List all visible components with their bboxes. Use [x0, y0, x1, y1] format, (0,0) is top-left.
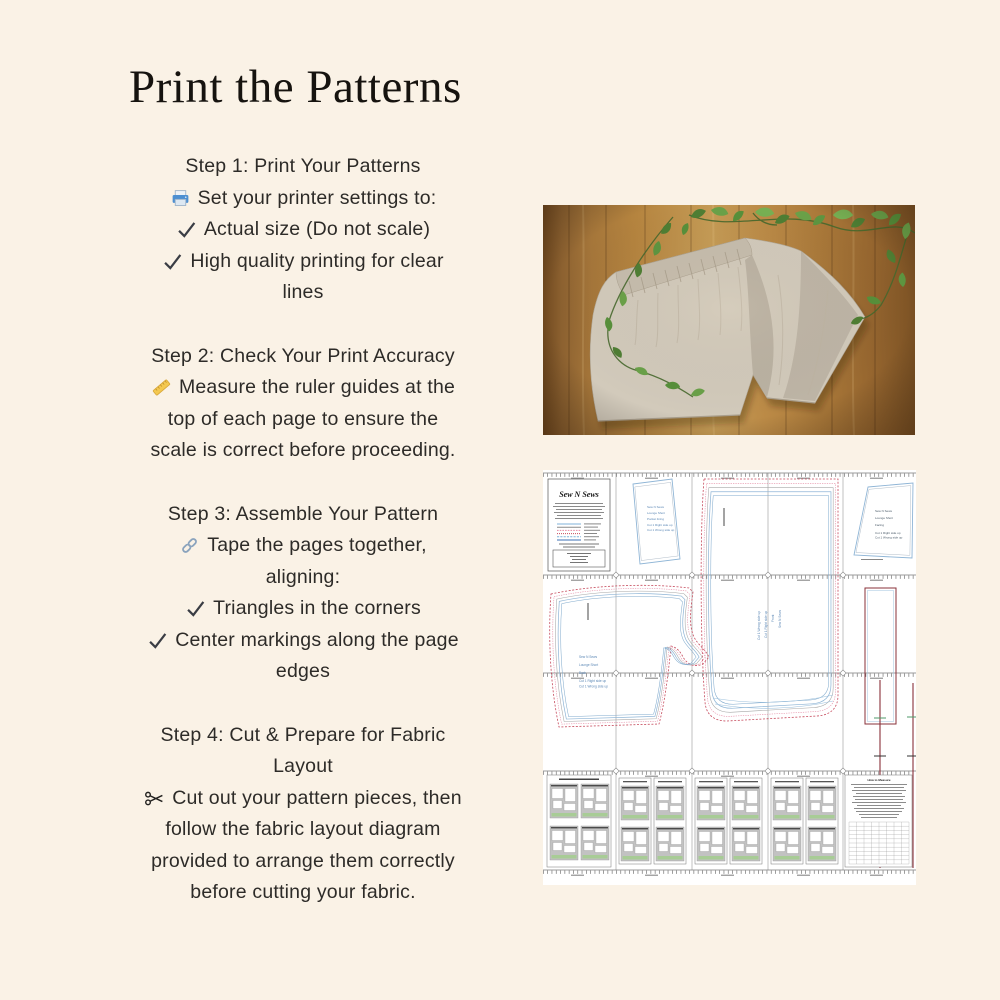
step-line [70, 562, 536, 594]
printer-icon [170, 188, 191, 209]
step-block-2 [70, 341, 536, 467]
step-block-3 [70, 499, 536, 688]
step-line [70, 656, 536, 688]
brand-logo-text: Sew N Sews [559, 490, 599, 499]
pattern-title-block [548, 479, 610, 571]
step-line [70, 341, 536, 373]
piece-label: Sew N Sews [647, 505, 665, 509]
check-icon [162, 251, 183, 272]
step-line-text: before cutting your fabric. [190, 881, 416, 903]
shorts-photo [543, 205, 915, 435]
step-line-text: Tape the pages together, [207, 534, 427, 556]
piece-label: Front [771, 614, 775, 622]
step-line-text: Actual size (Do not scale) [203, 218, 431, 240]
step-line [70, 151, 536, 183]
piece-label: Sew N Sews [875, 509, 893, 513]
step-line-text: Center markings along the page [175, 628, 459, 651]
step-line-text: High quality printing for clear [190, 249, 444, 272]
step-line-text: lines [282, 281, 324, 303]
pattern-sheet-image [543, 470, 916, 885]
step-line-text: Step 4: Cut & Prepare for Fabric [160, 723, 446, 746]
step-line-text: Step 1: Print Your Patterns [185, 155, 421, 177]
photo-vignette [543, 205, 915, 435]
step-line-text: Step 3: Assemble Your Pattern [167, 502, 439, 525]
piece-label: Lounge Short [647, 511, 666, 515]
step-line-text: edges [275, 660, 331, 682]
step-line-text: Measure the ruler guides at the [178, 376, 456, 398]
step-line-text: top of each page to ensure the [167, 407, 439, 430]
size-table [553, 550, 605, 567]
step-line-text: Step 2: Check Your Print Accuracy [151, 344, 455, 367]
piece-label: Pocket lining [647, 517, 665, 521]
piece-label: Cut 1 Wrong side up [757, 611, 761, 640]
step-line [70, 435, 536, 467]
step-line [70, 783, 536, 815]
link-icon [179, 535, 200, 556]
piece-label: Cut 1 Right side up [764, 610, 768, 638]
piece-label: Facing [875, 523, 885, 527]
step-line-text: Triangles in the corners [213, 597, 421, 619]
piece-label: Cut 1 Right side up [647, 523, 673, 527]
piece-label: Sew N Sews [778, 609, 782, 628]
step-line-text: provided to arrange them correctly [151, 849, 455, 872]
step-line-text: aligning: [265, 565, 341, 588]
instruction-steps [70, 151, 536, 941]
step-line-text: Cut out your pattern pieces, then [172, 786, 462, 809]
step-line [70, 877, 536, 909]
piece-label: Cut 1 Wrong side up [875, 535, 903, 540]
svg-text:How to Measure: How to Measure [867, 778, 891, 782]
step-line [70, 814, 536, 846]
step-line [70, 751, 536, 783]
check-icon [147, 630, 168, 651]
step-line [70, 720, 536, 752]
step-line-text: Layout [273, 755, 333, 777]
step-line-text: Set your printer settings to: [197, 186, 437, 209]
step-line [70, 499, 536, 531]
piece-label: Cut 1 Wrong side up [579, 684, 608, 689]
step-line [70, 625, 536, 657]
scissors-icon [144, 788, 165, 809]
step-block-4 [70, 720, 536, 909]
step-line [70, 593, 536, 625]
step-block-1 [70, 151, 536, 309]
piece-label: Back [579, 671, 587, 675]
page-title: Print the Patterns [129, 61, 462, 113]
step-line [70, 372, 536, 404]
step-line [70, 277, 536, 309]
piece-label: Cut 1 Wrong side up [647, 528, 675, 532]
step-line-text: follow the fabric layout diagram [165, 818, 441, 840]
step-line [70, 214, 536, 246]
step-line [70, 404, 536, 436]
step-line [70, 183, 536, 215]
how-to-measure-block [845, 775, 912, 867]
step-line [70, 530, 536, 562]
step-line-text: scale is correct before proceeding. [150, 439, 456, 461]
ruler-icon [151, 377, 172, 398]
piece-label: Lounge Short [875, 516, 894, 520]
check-icon [185, 598, 206, 619]
check-icon [176, 219, 197, 240]
step-line [70, 846, 536, 878]
piece-label: Sew N Sews [579, 655, 598, 659]
step-line [70, 246, 536, 278]
piece-label: Cut 1 Right side up [875, 531, 901, 535]
piece-label: Cut 1 Right side up [579, 679, 607, 683]
piece-label: Lounge Short [579, 663, 599, 667]
